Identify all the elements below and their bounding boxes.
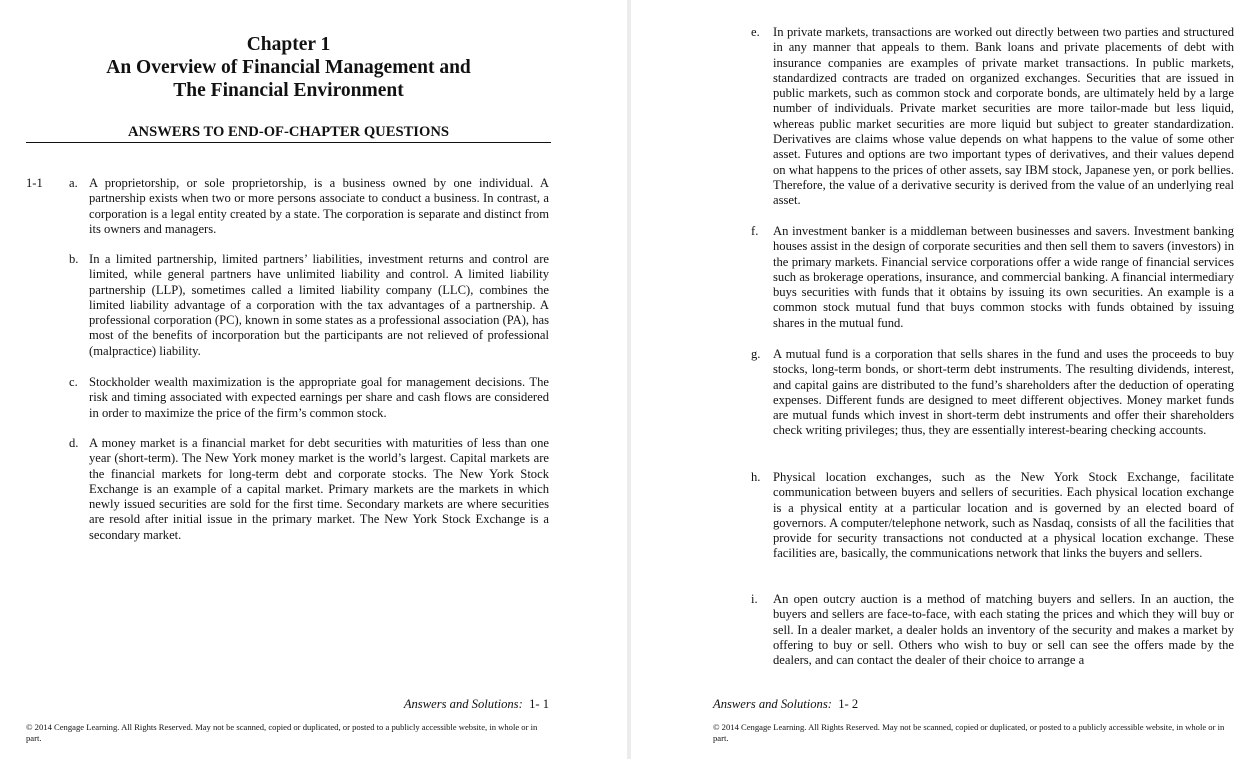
- chapter-label: Chapter 1: [246, 34, 331, 55]
- chapter-title-line-1: An Overview of Financial Management and: [106, 57, 471, 78]
- copyright-notice: © 2014 Cengage Learning. All Rights Reserved. May not be scanned, copied or duplicated, or posted to a publicly accessible website, in whole or in part.: [713, 722, 1225, 743]
- page-footer: [404, 697, 549, 712]
- item-text: An investment banker is a middleman between businesses and savers. Investment banking houses assist in the design of corporate securities and then sell them to savers (investors) in the primary markets. Financial service corporations offer a wide range of financial services such as brokerage operations, insurance, and commercial banking. A financial intermediary buys securities with funds that it obtains by issuing its own securities. An example is a common stock mutual fund that buys common stocks with funds obtained by issuing shares in the mutual fund.: [773, 224, 1234, 330]
- page-number: 1- 2: [838, 697, 859, 711]
- item-text: A mutual fund is a corporation that sells shares in the fund and uses the proceeds to buy stocks, long-term bonds, or short-term debt instruments. The resulting dividends, interest, and capital gains are distributed to the fund’s shareholders after the deduction of operating expenses. Different funds are designed to meet different objectives. Money market funds are mutual funds which invest in short-term debt instruments and offer their shareholders check writing privileges; thus, they are essentially interest-bearing checking accounts.: [773, 347, 1234, 438]
- item-letter: f.: [751, 224, 759, 238]
- page-right: [631, 0, 1256, 759]
- item-letter: d.: [69, 436, 79, 450]
- item-text: Physical location exchanges, such as the New York Stock Exchange, facilitate communication between buyers and sellers of securities. Each physical location exchange is a physical entity at a particular location and is governed by an elected board of governors. A computer/telephone network, such as Nasdaq, consists of all the facilities that provide for security transactions not conducted at a physical location exchange. These facilities are, basically, the communications network that links the buyers and sellers.: [773, 470, 1234, 561]
- item-text: An open outcry auction is a method of matching buyers and sellers. In an auction, the buyers and sellers are face-to-face, with each stating the prices and which they will buy or sell. In a dealer market, a dealer holds an inventory of the security and makes a market by offering to buy or sell. Others who wish to buy or sell can see the offers made by the dealers, and can contact the dealer of their choice to arrange a: [773, 592, 1234, 668]
- item-text: In private markets, transactions are worked out directly between two parties and structured in any manner that appeals to them. Bank loans and private placements of debt with insurance companies are examples of private market transactions. In public markets, standardized contracts are traded on organized exchanges. Securities that are issued in public markets, such as common stock and corporate bonds, are ultimately held by a large number of individuals. Private market securities are more tailor-made but less liquid, whereas public market securities are more liquid but subject to greater standardization. Derivatives are claims whose value depends on what happens to the value of some other asset. Futures and options are two important types of derivatives, and their values depend on what happens to the prices of other assets, say IBM stock, Japanese yen, or pork bellies. Therefore, the value of a derivative security is derived from the value of an underlying real asset.: [773, 25, 1234, 208]
- question-number: 1-1: [26, 176, 43, 190]
- page-footer: [713, 697, 858, 712]
- section-heading: ANSWERS TO END-OF-CHAPTER QUESTIONS: [26, 123, 551, 143]
- footer-label: Answers and Solutions:: [403, 697, 523, 711]
- item-text: A money market is a financial market for debt securities with maturities of less than one year (short-term). The New York money market is the world’s largest. Capital markets are the financial markets for long-term debt and corporate stocks. The New York Stock Exchange is an example of a capital market. Primary markets are the markets in which newly issued securities are sold for the first time. Secondary markets are where securities are resold after initial issue in the primary market. The New York Stock Exchange is a secondary market.: [89, 436, 549, 542]
- chapter-title: [26, 33, 551, 102]
- item-text: A proprietorship, or sole proprietorship, is a business owned by one individual. A partnership exists when two or more persons associate to conduct a business. In contrast, a corporation is a legal entity created by a state. The corporation is separate and distinct from its owners and managers.: [89, 176, 549, 236]
- item-letter: h.: [751, 470, 761, 484]
- copyright-notice: © 2014 Cengage Learning. All Rights Reserved. May not be scanned, copied or duplicated, or posted to a publicly accessible website, in whole or in part.: [26, 722, 538, 743]
- item-letter: b.: [69, 252, 79, 266]
- item-text: In a limited partnership, limited partners’ liabilities, investment returns and control are limited, while general partners have unlimited liability and control. A limited liability partnership (LLP), sometimes called a limited liability company (LLC), combines the limited liability advantage of a corporation with the tax advantages of a partnership. A professional corporation (PC), known in some states as a professional association (PA), has most of the benefits of incorporation but the participants are not relieved of professional (malpractice) liability.: [89, 252, 549, 358]
- item-letter: e.: [751, 25, 760, 39]
- footer-label: Answers and Solutions:: [713, 697, 832, 711]
- chapter-title-line-2: The Financial Environment: [173, 80, 404, 101]
- item-letter: i.: [751, 592, 758, 606]
- item-letter: a.: [69, 176, 78, 190]
- item-letter: g.: [751, 347, 761, 361]
- item-letter: c.: [69, 375, 78, 389]
- page-left: [0, 0, 627, 759]
- item-text: Stockholder wealth maximization is the appropriate goal for management decisions. The risk and timing associated with expected earnings per share and cash flows are considered in order to maximize the price of the firm’s common stock.: [89, 375, 549, 420]
- page-number: 1- 1: [529, 697, 549, 711]
